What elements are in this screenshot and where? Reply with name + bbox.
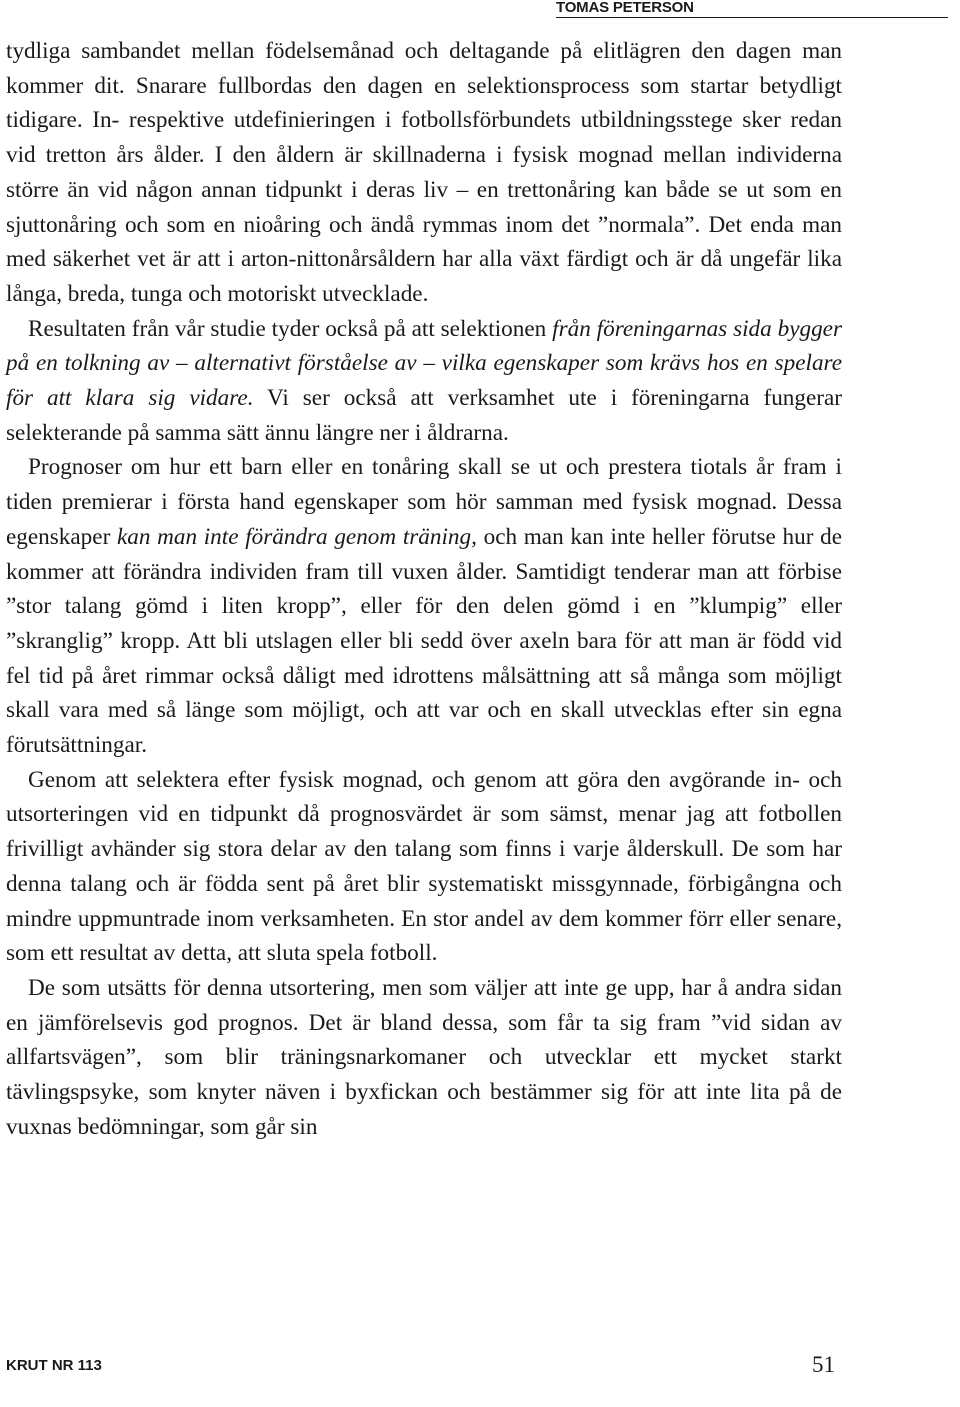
text-segment: Resultaten från vår studie tyder också på att selektionen [28,315,553,342]
italic-text-segment: från föreningarnas sida bygger på en tolkning av – alternativt förståelse av – vilka egenskaper som krävs hos en spelare för att klara sig vidare. [6,315,842,412]
paragraph [6,312,842,451]
paragraph [6,34,842,312]
text-segment: Prognoser om hur ett barn eller en tonåring skall se ut och prestera tiotals år fram i tiden premierar i första hand egenskaper som hör samman med fysisk mognad. Dessa egenskaper [6,454,842,550]
footer-journal-issue: KRUT NR 113 [6,1357,102,1374]
text-segment: De som utsätts för denna utsortering, men som väljer att inte ge upp, har å andra sidan en jämförelsevis god prognos. Det är bland dessa, som får ta sig fram ”vid sidan av allfartsvägen”, som blir träningsnarkomaner och utvecklar ett mycket starkt tävlingspsyke, som knyter näven i byxfickan och bestämmer sig för att inte lita på de vuxnas bedömningar, som går sin [6,974,842,1140]
paragraph [6,971,842,1145]
paragraph [6,763,842,971]
paragraph [6,450,842,762]
article-body [6,34,842,1145]
running-head-author: TOMAS PETERSON [556,0,948,18]
text-segment: och man kan inte heller förutse hur de kommer att förändra individen fram till vuxen ålder. Samtidigt tenderar man att förbise ”stor talang gömd i liten kropp”, eller för den delen gömd i en ”klumpig” eller ”skranglig” kropp. Att bli utslagen eller bli sedd över axeln bara för att man är född vid fel tid på året rimmar också dåligt med idrottens målsättning att så många som möjligt skall vara med så länge som möjligt, och att var och en skall utvecklas efter sin egna förutsättningar. [6,523,842,759]
text-segment: Genom att selektera efter fysisk mognad, och genom att göra den avgörande in- och utsorteringen vid en tidpunkt då prognosvärdet är som sämst, menar jag att fotbollen frivilligt avhänder sig stora delar av den talang som finns i varje ålderskull. De som har denna talang och är födda sent på året blir systematiskt missgynnade, förbigångna och mindre uppmuntrade inom verksamheten. En stor andel av dem kommer förr eller senare, som ett resultat av detta, att sluta spela fotboll. [6,766,842,967]
italic-text-segment: kan man inte förändra genom träning, [116,523,477,550]
text-segment: tydliga sambandet mellan födelsemånad och deltagande på elitlägren den dagen man kommer dit. Snarare fullbordas den dagen en selektionsprocess som startar betydligt tidigare. In- respektive utdefinieringen i fotbollsförbundets utbildningsstege sker redan vid tretton års ålder. I den åldern är skillnaderna i fysisk mognad mellan individerna större än vid någon annan tidpunkt i deras liv – en trettonåring kan både se ut som en sjuttonåring och som en nioåring och ändå rymmas inom det ”normala”. Det enda man med säkerhet vet är att i arton-nittonårsåldern har alla växt färdigt och är då ungefär lika långa, breda, tunga och motoriskt utvecklade. [6,38,842,307]
text-segment: Vi ser också att verksamhet ute i föreningarna fungerar selekterande på samma sätt ännu längre ner i åldrarna. [6,385,843,446]
footer-page-number: 51 [812,1352,835,1377]
